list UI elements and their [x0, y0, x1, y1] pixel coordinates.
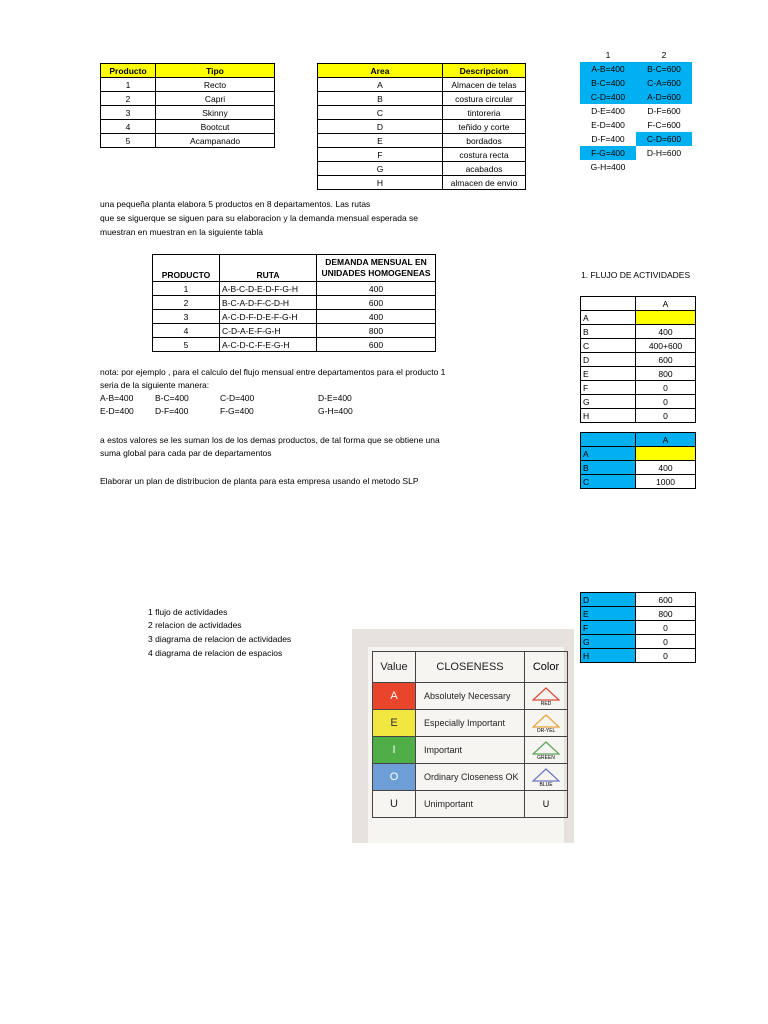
flujo-table-2: [580, 432, 696, 489]
flujo1-valor: 600: [636, 353, 696, 367]
par-flujo: A-D=600: [636, 90, 692, 104]
demanda-ruta: C-D-A-E-F-G-H: [220, 324, 317, 338]
closeness-desc: Absolutely Necessary: [416, 683, 525, 710]
productos-table: [100, 63, 275, 148]
flujo3-row: [581, 593, 696, 607]
demanda-row: [153, 310, 436, 324]
closeness-row: [373, 791, 568, 818]
ejemplo-flujo: G-H=400: [318, 406, 353, 416]
flujo1-area: H: [581, 409, 636, 423]
closeness-color-label: U: [542, 799, 550, 809]
areas-row: [318, 176, 526, 190]
flujo1-row: [581, 325, 696, 339]
areas-row: [318, 78, 526, 92]
triangle-icon: [532, 768, 560, 782]
flujo3-valor: 0: [636, 621, 696, 635]
closeness-color: [525, 764, 568, 791]
triangle-icon: [532, 741, 560, 755]
area-descripcion: bordados: [443, 134, 526, 148]
flujo1-area: A: [581, 311, 636, 325]
closeness-color-label: RED: [540, 701, 552, 707]
ejemplo-flujo: C-D=400: [220, 393, 255, 403]
demanda-header-ruta: RUTA: [220, 255, 317, 282]
demanda-producto: 1: [153, 282, 220, 296]
flujo2-area: A: [581, 447, 636, 461]
pares-header-2: 2: [661, 50, 667, 60]
areas-row: [318, 120, 526, 134]
paso-4: 4 diagrama de relacion de espacios: [148, 648, 283, 658]
par-flujo: D-F=400: [591, 134, 625, 144]
flujo2-area: B: [581, 461, 636, 475]
demanda-producto: 4: [153, 324, 220, 338]
productos-row: [101, 92, 275, 106]
producto-id: 4: [101, 120, 156, 134]
flujo2-row: [581, 461, 696, 475]
demanda-ruta: B-C-A-D-F-C-D-H: [220, 296, 317, 310]
producto-tipo: Recto: [156, 78, 275, 92]
flujo3-valor: 800: [636, 607, 696, 621]
closeness-row: [373, 710, 568, 737]
flujo2-header: A: [636, 433, 696, 447]
flujo3-row: [581, 635, 696, 649]
closeness-desc: Important: [416, 737, 525, 764]
tarea-text: Elaborar un plan de distribucion de planta para esta empresa usando el metodo SLP: [100, 476, 419, 486]
flujo3-area: H: [581, 649, 636, 663]
area-code: G: [318, 162, 443, 176]
flujo3-row: [581, 649, 696, 663]
closeness-color: [525, 710, 568, 737]
flujo2-valor: 400: [636, 461, 696, 475]
productos-row: [101, 134, 275, 148]
closeness-value: O: [373, 764, 416, 791]
flujo1-row: [581, 339, 696, 353]
ejemplo-flujo: B-C=400: [155, 393, 189, 403]
triangle-icon: [532, 714, 560, 728]
areas-row: [318, 148, 526, 162]
intro-line-1: una pequeña planta elabora 5 productos en 8 departamentos. Las rutas: [100, 199, 371, 209]
area-code: A: [318, 78, 443, 92]
area-descripcion: acabados: [443, 162, 526, 176]
demanda-valor: 400: [317, 282, 436, 296]
demanda-ruta: A-C-D-C-F-E-G-H: [220, 338, 317, 352]
area-code: B: [318, 92, 443, 106]
flujo1-row: [581, 395, 696, 409]
demanda-ruta: A-C-D-F-D-E-F-G-H: [220, 310, 317, 324]
demanda-header-demanda: DEMANDA MENSUAL EN UNIDADES HOMOGENEAS: [317, 255, 436, 282]
demanda-table: [152, 254, 436, 352]
flujo3-area: D: [581, 593, 636, 607]
producto-tipo: Skinny: [156, 106, 275, 120]
flujo1-valor: 800: [636, 367, 696, 381]
area-descripcion: costura circular: [443, 92, 526, 106]
demanda-producto: 3: [153, 310, 220, 324]
areas-header-area: Area: [318, 64, 443, 78]
demanda-header-producto: PRODUCTO: [153, 255, 220, 282]
par-flujo: D-H=600: [646, 148, 682, 158]
closeness-desc: Especially Important: [416, 710, 525, 737]
ejemplo-flujo: A-B=400: [100, 393, 134, 403]
suma-line-2: suma global para cada par de departamentos: [100, 448, 272, 458]
closeness-color: [525, 683, 568, 710]
area-descripcion: tintoreria: [443, 106, 526, 120]
closeness-color-label: OR-YEL: [536, 728, 556, 734]
pares-header-1: 1: [605, 50, 611, 60]
par-flujo: B-C=400: [580, 76, 636, 90]
area-descripcion: Almacen de telas: [443, 78, 526, 92]
productos-row: [101, 120, 275, 134]
closeness-color: [525, 737, 568, 764]
flujo1-area: E: [581, 367, 636, 381]
flujo3-area: F: [581, 621, 636, 635]
flujo1-valor: 0: [636, 395, 696, 409]
ejemplo-flujo: D-E=400: [318, 393, 352, 403]
flujo2-row: [581, 447, 696, 461]
flujo1-row: [581, 367, 696, 381]
flujo3-valor: 0: [636, 649, 696, 663]
triangle-icon: [532, 687, 560, 701]
ejemplo-flujo: D-F=400: [155, 406, 189, 416]
producto-id: 2: [101, 92, 156, 106]
flujo1-row: [581, 353, 696, 367]
pares-row: [580, 160, 692, 174]
paso-1: 1 flujo de actividades: [148, 607, 228, 617]
closeness-value: I: [373, 737, 416, 764]
productos-header-tipo: Tipo: [156, 64, 275, 78]
productos-row: [101, 106, 275, 120]
area-code: D: [318, 120, 443, 134]
flujo2-valor: 1000: [636, 475, 696, 489]
flujo3-valor: 600: [636, 593, 696, 607]
demanda-valor: 400: [317, 310, 436, 324]
pares-table: [580, 48, 692, 174]
closeness-value: U: [373, 791, 416, 818]
area-descripcion: teñido y corte: [443, 120, 526, 134]
closeness-row: [373, 683, 568, 710]
paso-3: 3 diagrama de relacion de actividades: [148, 634, 292, 644]
pares-row: [580, 118, 692, 132]
area-code: H: [318, 176, 443, 190]
par-flujo: [636, 160, 692, 174]
demanda-row: [153, 324, 436, 338]
producto-tipo: Bootcut: [156, 120, 275, 134]
suma-line-1: a estos valores se les suman los de los demas productos, de tal forma que se obtiene una: [100, 435, 440, 445]
flujo1-area: F: [581, 381, 636, 395]
flujo1-valor: 0: [636, 381, 696, 395]
closeness-header-color: Color: [525, 652, 568, 683]
pares-row: [580, 90, 692, 104]
demanda-producto: 5: [153, 338, 220, 352]
flujo1-area: D: [581, 353, 636, 367]
flujo2-area: C: [581, 475, 636, 489]
par-flujo: D-F=600: [647, 106, 681, 116]
area-code: E: [318, 134, 443, 148]
flujo1-valor: [636, 311, 696, 325]
flujo1-valor: 400: [636, 325, 696, 339]
areas-table: [317, 63, 526, 190]
par-flujo: F-G=400: [580, 146, 636, 160]
closeness-color-label: BLUE: [539, 782, 553, 788]
demanda-ruta: A-B-C-D-E-D-F-G-H: [220, 282, 317, 296]
producto-tipo: Capri: [156, 92, 275, 106]
closeness-row: [373, 764, 568, 791]
closeness-color-label: GREEN: [537, 755, 555, 761]
flujo-table-1: [580, 296, 696, 423]
par-flujo: C-D=600: [636, 132, 692, 146]
producto-id: 3: [101, 106, 156, 120]
closeness-table: [372, 651, 568, 818]
par-flujo: E-D=400: [591, 120, 625, 130]
demanda-row: [153, 296, 436, 310]
area-code: C: [318, 106, 443, 120]
flujo2-valor: [636, 447, 696, 461]
par-flujo: C-A=600: [636, 76, 692, 90]
closeness-header-value: Value: [373, 652, 416, 683]
demanda-valor: 600: [317, 338, 436, 352]
areas-row: [318, 134, 526, 148]
demanda-row: [153, 282, 436, 296]
area-descripcion: almacen de envio: [443, 176, 526, 190]
flujo1-corner: [581, 297, 636, 311]
ejemplo-flujo: E-D=400: [100, 406, 134, 416]
flujo1-valor: 0: [636, 409, 696, 423]
closeness-photo: [352, 629, 574, 843]
paso-2: 2 relacion de actividades: [148, 620, 242, 630]
areas-row: [318, 92, 526, 106]
par-flujo: C-D=400: [580, 90, 636, 104]
demanda-valor: 600: [317, 296, 436, 310]
flujo2-row: [581, 475, 696, 489]
nota-line-2: seria de la siguiente manera:: [100, 380, 210, 390]
flujo3-row: [581, 607, 696, 621]
flujo1-valor: 400+600: [636, 339, 696, 353]
pares-row: [580, 146, 692, 160]
flujo-table-3: [580, 592, 696, 663]
areas-row: [318, 162, 526, 176]
flujo3-area: E: [581, 607, 636, 621]
flujo3-valor: 0: [636, 635, 696, 649]
flujo3-area: G: [581, 635, 636, 649]
demanda-producto: 2: [153, 296, 220, 310]
flujo1-row: [581, 409, 696, 423]
closeness-value: E: [373, 710, 416, 737]
pares-row: [580, 132, 692, 146]
pares-row: [580, 62, 692, 76]
demanda-valor: 800: [317, 324, 436, 338]
flujo1-area: G: [581, 395, 636, 409]
areas-row: [318, 106, 526, 120]
demanda-row: [153, 338, 436, 352]
flujo1-area: C: [581, 339, 636, 353]
par-flujo: A-B=400: [580, 62, 636, 76]
par-flujo: G-H=400: [590, 162, 626, 172]
closeness-value: A: [373, 683, 416, 710]
closeness-desc: Unimportant: [416, 791, 525, 818]
par-flujo: D-E=400: [591, 106, 625, 116]
flujo1-row: [581, 381, 696, 395]
flujo1-area: B: [581, 325, 636, 339]
flujo1-header: A: [636, 297, 696, 311]
productos-header-producto: Producto: [101, 64, 156, 78]
pares-row: [580, 104, 692, 118]
producto-tipo: Acampanado: [156, 134, 275, 148]
intro-line-2: que se siguerque se siguen para su elaboracion y la demanda mensual esperada se: [100, 213, 419, 223]
closeness-desc: Ordinary Closeness OK: [416, 764, 525, 791]
flujo3-row: [581, 621, 696, 635]
area-code: F: [318, 148, 443, 162]
areas-header-descripcion: Descripcion: [443, 64, 526, 78]
par-flujo: F-C=600: [647, 120, 681, 130]
closeness-header-closeness: CLOSENESS: [416, 652, 525, 683]
intro-line-3: muestran en muestran en la siguiente tabla: [100, 227, 264, 237]
flujo2-corner: [581, 433, 636, 447]
productos-row: [101, 78, 275, 92]
area-descripcion: costura recta: [443, 148, 526, 162]
producto-id: 1: [101, 78, 156, 92]
par-flujo: B-C=600: [636, 62, 692, 76]
nota-line-1: nota: por ejemplo , para el calculo del flujo mensual entre departamentos para el producto 1: [100, 367, 446, 377]
ejemplo-flujo: F-G=400: [220, 406, 254, 416]
producto-id: 5: [101, 134, 156, 148]
closeness-row: [373, 737, 568, 764]
pares-row: [580, 76, 692, 90]
closeness-color: [525, 791, 568, 818]
flujo-title: 1. FLUJO DE ACTIVIDADES: [581, 270, 691, 280]
flujo1-row: [581, 311, 696, 325]
